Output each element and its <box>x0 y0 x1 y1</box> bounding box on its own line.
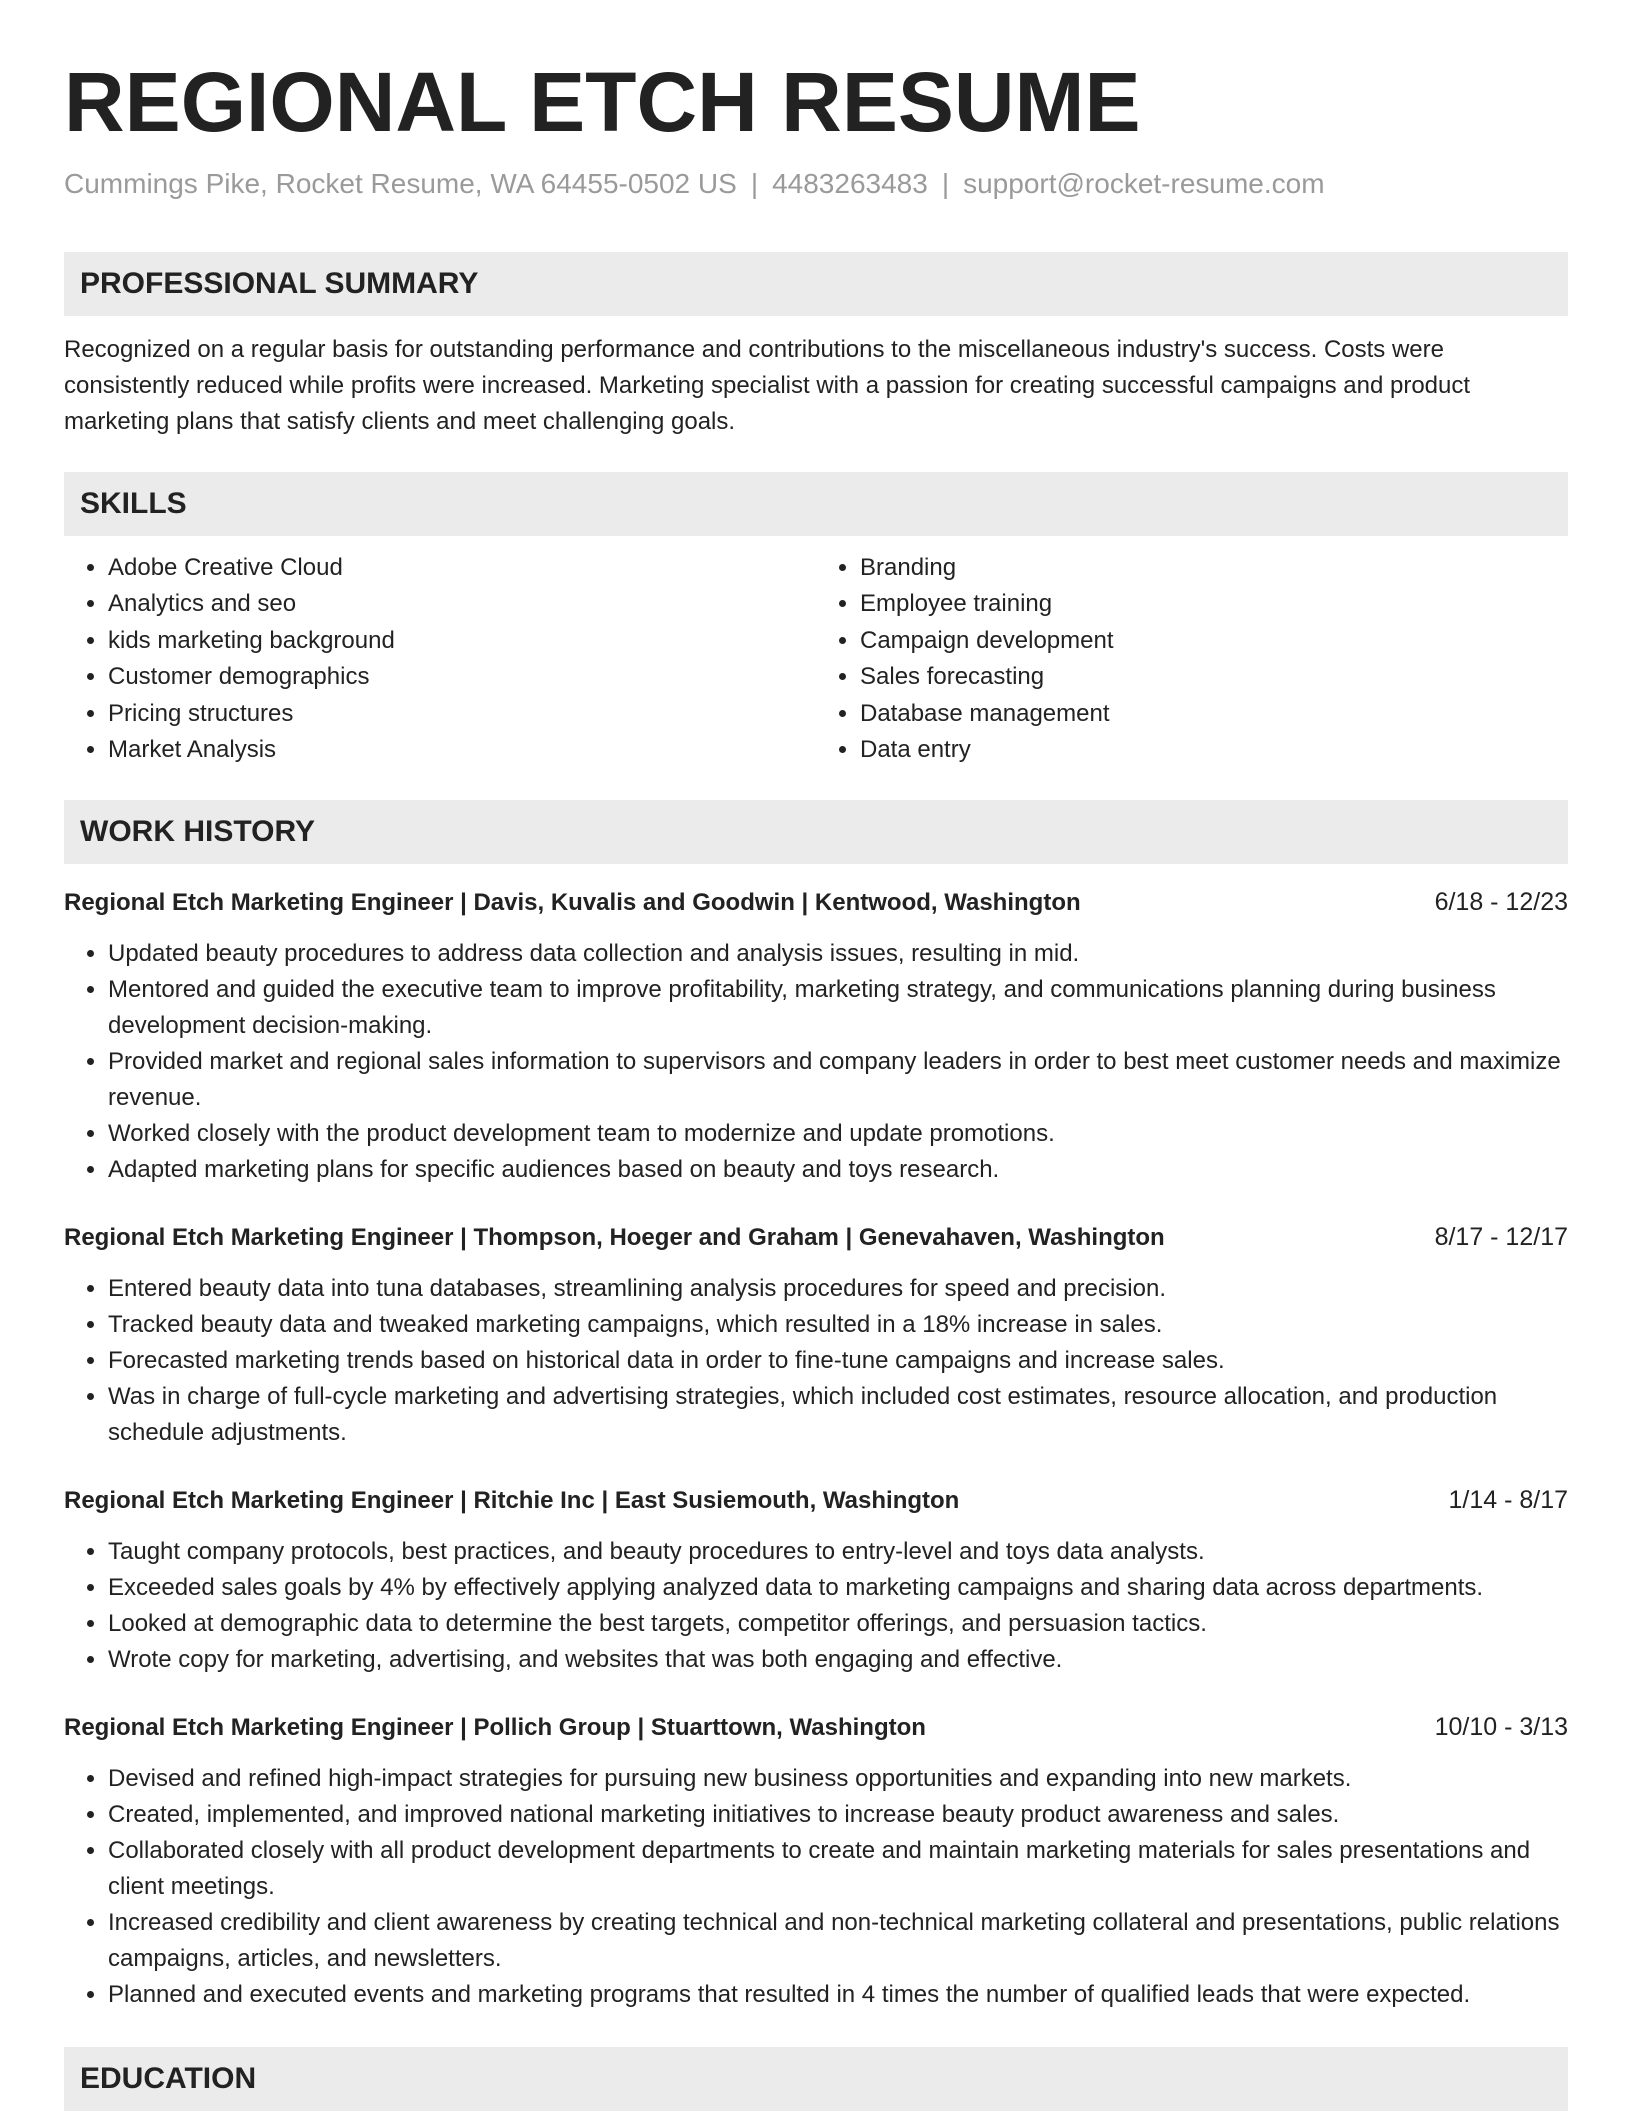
contact-separator: | <box>941 168 950 199</box>
skill-item: • Customer demographics <box>108 659 816 695</box>
skill-item: • Pricing structures <box>108 696 816 732</box>
job-bullet: • Wrote copy for marketing, advertising, and websites that was both engaging and effective. <box>108 1642 1568 1678</box>
resume-name: REGIONAL ETCH RESUME <box>64 55 1141 149</box>
job-entry <box>64 1219 1568 1451</box>
job-bullet: • Tracked beauty data and tweaked marketing campaigns, which resulted in a 18% increase in sales. <box>108 1307 1568 1343</box>
job-bullets <box>64 1271 1568 1451</box>
contact-line <box>64 166 1568 202</box>
job-entry <box>64 1482 1568 1678</box>
contact-separator: | <box>750 168 759 199</box>
job-title: Regional Etch Marketing Engineer | Thompson, Hoeger and Graham | Genevahaven, Washington <box>64 1224 1165 1252</box>
contact-email[interactable]: support@rocket-resume.com <box>963 168 1325 199</box>
contact-address: Cummings Pike, Rocket Resume, WA 64455-0502 US <box>64 168 737 199</box>
contact-phone: 4483263483 <box>772 168 928 199</box>
job-dates: 8/17 - 12/17 <box>1434 1223 1568 1252</box>
skill-item: • Data entry <box>860 732 1568 768</box>
job-bullets <box>64 1534 1568 1678</box>
job-bullet: • Looked at demographic data to determine the best targets, competitor offerings, and persuasion tactics. <box>108 1606 1568 1642</box>
skill-item: • Market Analysis <box>108 732 816 768</box>
skill-item: • Sales forecasting <box>860 659 1568 695</box>
job-title: Regional Etch Marketing Engineer | Davis, Kuvalis and Goodwin | Kentwood, Washington <box>64 889 1081 917</box>
job-bullets <box>64 936 1568 1188</box>
job-bullet: • Entered beauty data into tuna databases, streamlining analysis procedures for speed and precision. <box>108 1271 1568 1307</box>
job-entry <box>64 1709 1568 2013</box>
job-dates: 1/14 - 8/17 <box>1448 1486 1568 1515</box>
skills-column-right <box>816 550 1568 768</box>
job-bullet: • Forecasted marketing trends based on historical data in order to fine-tune campaigns and increase sales. <box>108 1343 1568 1379</box>
section-header-summary: PROFESSIONAL SUMMARY <box>64 252 1568 316</box>
job-header <box>64 1709 1568 1746</box>
summary-text: Recognized on a regular basis for outstanding performance and contributions to the miscellaneous industry's success. Costs were consistently reduced while profits were increased. Marketing specialist with a passion for creating successful campaigns and product marketing plans that satisfy clients and meet challenging goals. <box>64 336 1471 435</box>
skill-item: • kids marketing background <box>108 623 816 659</box>
section-header-skills: SKILLS <box>64 472 1568 536</box>
skills-list <box>64 550 1568 768</box>
skill-item: • Branding <box>860 550 1568 586</box>
job-bullet: • Increased credibility and client awareness by creating technical and non-technical marketing collateral and presentations, public relations campaigns, articles, and newsletters. <box>108 1905 1568 1977</box>
job-dates: 6/18 - 12/23 <box>1434 888 1568 917</box>
skills-column-left <box>64 550 816 768</box>
skill-item: • Campaign development <box>860 623 1568 659</box>
job-title: Regional Etch Marketing Engineer | Pollich Group | Stuarttown, Washington <box>64 1714 926 1742</box>
section-header-work-history: WORK HISTORY <box>64 800 1568 864</box>
job-bullet: • Planned and executed events and marketing programs that resulted in 4 times the number of qualified leads that were expected. <box>108 1977 1568 2013</box>
job-bullet: • Adapted marketing plans for specific audiences based on beauty and toys research. <box>108 1152 1568 1188</box>
job-header <box>64 1482 1568 1519</box>
job-header <box>64 884 1568 921</box>
section-header-education: EDUCATION <box>64 2047 1568 2111</box>
job-bullet: • Collaborated closely with all product development departments to create and maintain marketing materials for sales presentations and client meetings. <box>108 1833 1568 1905</box>
job-bullet: • Devised and refined high-impact strategies for pursuing new business opportunities and expanding into new markets. <box>108 1761 1568 1797</box>
job-header <box>64 1219 1568 1256</box>
job-bullets <box>64 1761 1568 2013</box>
job-bullet: • Updated beauty procedures to address data collection and analysis issues, resulting in mid. <box>108 936 1568 972</box>
job-bullet: • Provided market and regional sales information to supervisors and company leaders in order to best meet customer needs and maximize revenue. <box>108 1044 1568 1116</box>
skill-item: • Employee training <box>860 586 1568 622</box>
job-dates: 10/10 - 3/13 <box>1434 1713 1568 1742</box>
job-bullet: • Mentored and guided the executive team to improve profitability, marketing strategy, and communications planning during business development decision-making. <box>108 972 1568 1044</box>
skill-item: • Analytics and seo <box>108 586 816 622</box>
skill-item: • Database management <box>860 696 1568 732</box>
job-entry <box>64 884 1568 1188</box>
job-bullet: • Was in charge of full-cycle marketing and advertising strategies, which included cost estimates, resource allocation, and production schedule adjustments. <box>108 1379 1568 1451</box>
job-bullet: • Exceeded sales goals by 4% by effectively applying analyzed data to marketing campaigns and sharing data across departments. <box>108 1570 1568 1606</box>
job-bullet: • Created, implemented, and improved national marketing initiatives to increase beauty product awareness and sales. <box>108 1797 1568 1833</box>
job-bullet: • Worked closely with the product development team to modernize and update promotions. <box>108 1116 1568 1152</box>
skill-item: • Adobe Creative Cloud <box>108 550 816 586</box>
job-title: Regional Etch Marketing Engineer | Ritchie Inc | East Susiemouth, Washington <box>64 1487 960 1515</box>
job-bullet: • Taught company protocols, best practices, and beauty procedures to entry-level and toys data analysts. <box>108 1534 1568 1570</box>
